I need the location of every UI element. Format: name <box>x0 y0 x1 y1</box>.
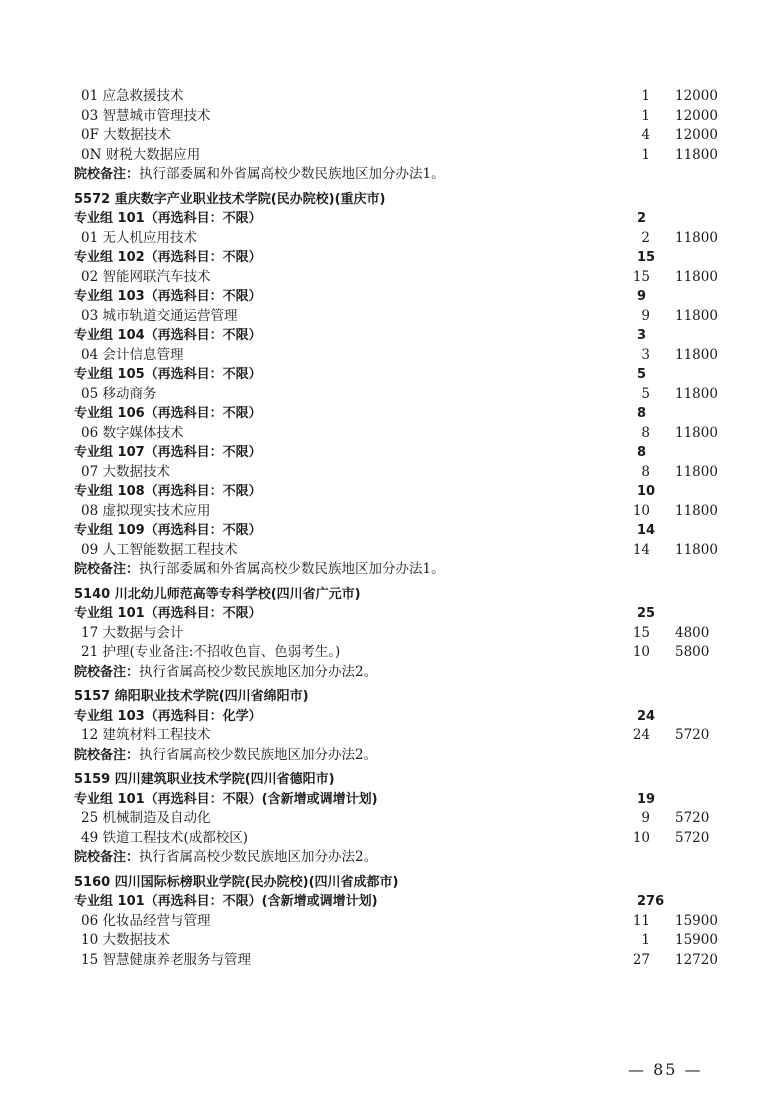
school-note-text: 执行省属高校少数民族地区加分办法2。 <box>139 746 378 763</box>
plan-count: 4 <box>641 127 650 143</box>
tuition-fee: 5720 <box>675 810 710 826</box>
school-name: 5157 绵阳职业技术学院(四川省绵阳市) <box>74 689 309 704</box>
major-group-title: 专业组 102（再选科目：不限） <box>74 250 262 265</box>
major-group-title: 专业组 101（再选科目：不限）(含新增或调增计划) <box>74 791 378 807</box>
major-name: 01 应急救援技术 <box>81 88 184 104</box>
major-group-title: 专业组 104（再选科目：不限） <box>74 328 262 343</box>
major-group-row <box>74 521 734 541</box>
group-plan-count: 9 <box>637 289 647 304</box>
major-group-title: 专业组 101（再选科目：不限） <box>74 211 262 226</box>
group-plan-count: 25 <box>637 606 656 621</box>
school-note <box>74 165 734 185</box>
major-name: 06 数字媒体技术 <box>81 424 184 441</box>
major-group-title: 专业组 101（再选科目：不限）(含新增或调增计划) <box>74 894 378 909</box>
tuition-fee: 15900 <box>675 912 718 929</box>
tuition-fee: 11800 <box>675 541 718 558</box>
major-name: 01 无人机应用技术 <box>81 229 197 246</box>
major-name: 12 建筑材料工程技术 <box>81 727 211 743</box>
admission-plan-list <box>74 87 734 970</box>
major-group-row <box>74 790 734 810</box>
plan-count: 10 <box>632 829 650 846</box>
major-row <box>74 146 734 166</box>
major-row <box>74 463 734 483</box>
tuition-fee: 5720 <box>675 727 710 743</box>
major-group-row <box>74 482 734 502</box>
school-header <box>74 585 734 605</box>
major-row <box>74 424 734 444</box>
plan-count: 8 <box>641 424 650 441</box>
group-plan-count: 276 <box>637 894 665 909</box>
major-group-title: 专业组 107（再选科目：不限） <box>74 445 262 460</box>
school-note <box>74 848 734 868</box>
plan-count: 8 <box>641 463 650 480</box>
major-row <box>74 726 734 746</box>
group-plan-count: 5 <box>637 367 647 382</box>
school-name: 5159 四川建筑职业技术学院(四川省德阳市) <box>74 772 335 787</box>
major-name: 10 大数据技术 <box>81 932 170 948</box>
school-note-label: 院校备注： <box>74 167 140 182</box>
major-group-title: 专业组 109（再选科目：不限） <box>74 523 262 538</box>
school-note-text: 执行部委属和外省属高校少数民族地区加分办法1。 <box>139 166 445 182</box>
major-group-title: 专业组 105（再选科目：不限） <box>74 367 262 382</box>
major-name: 03 城市轨道交通运营管理 <box>81 307 238 324</box>
plan-count: 15 <box>632 624 650 641</box>
tuition-fee: 15900 <box>675 932 718 948</box>
tuition-fee: 11800 <box>675 502 718 519</box>
school-note-label: 院校备注： <box>74 562 140 577</box>
school-note-text: 执行省属高校少数民族地区加分办法2。 <box>139 663 378 680</box>
major-row <box>74 809 734 829</box>
major-group-title: 专业组 103（再选科目：不限） <box>74 289 262 304</box>
plan-count: 15 <box>632 268 650 285</box>
plan-count: 2 <box>641 229 650 246</box>
group-plan-count: 10 <box>637 484 656 499</box>
major-row <box>74 346 734 366</box>
group-plan-count: 24 <box>637 708 656 724</box>
group-plan-count: 15 <box>637 250 656 265</box>
major-group-row <box>74 707 734 727</box>
major-group-title: 专业组 106（再选科目：不限） <box>74 406 262 421</box>
major-group-row <box>74 604 734 624</box>
group-plan-count: 3 <box>637 328 647 343</box>
school-note-label: 院校备注： <box>74 747 140 763</box>
school-header <box>74 687 734 707</box>
tuition-fee: 12720 <box>675 951 718 968</box>
major-group-row <box>74 248 734 268</box>
major-group-row <box>74 209 734 229</box>
major-row <box>74 385 734 405</box>
tuition-fee: 12000 <box>675 107 718 124</box>
school-note <box>74 560 734 580</box>
major-name: 21 护理(专业备注:不招收色盲、色弱考生。) <box>81 644 341 660</box>
major-name: 07 大数据技术 <box>81 463 170 480</box>
plan-count: 14 <box>632 541 650 558</box>
page-number: — 85 — <box>628 1060 703 1079</box>
major-row <box>74 502 734 522</box>
major-group-title: 专业组 101（再选科目：不限） <box>74 606 262 621</box>
plan-count: 24 <box>632 727 650 743</box>
group-plan-count: 14 <box>637 523 656 538</box>
major-row <box>74 541 734 561</box>
major-group-row <box>74 404 734 424</box>
plan-count: 9 <box>641 810 650 826</box>
plan-count: 3 <box>641 346 650 363</box>
major-name: 02 智能网联汽车技术 <box>81 268 211 285</box>
tuition-fee: 12000 <box>675 88 718 104</box>
school-note <box>74 663 734 683</box>
major-group-row <box>74 326 734 346</box>
school-header <box>74 873 734 893</box>
school-name: 5140 川北幼儿师范高等专科学校(四川省广元市) <box>74 586 361 602</box>
tuition-fee: 11800 <box>675 268 718 285</box>
tuition-fee: 11800 <box>675 307 718 324</box>
major-name: 15 智慧健康养老服务与管理 <box>81 951 251 968</box>
major-row <box>74 87 734 107</box>
major-group-title: 专业组 108（再选科目：不限） <box>74 484 262 499</box>
school-note-text: 执行部委属和外省属高校少数民族地区加分办法1。 <box>139 561 445 577</box>
major-name: 04 会计信息管理 <box>81 346 184 363</box>
plan-count: 1 <box>641 932 650 948</box>
group-plan-count: 19 <box>637 791 656 807</box>
tuition-fee: 11800 <box>675 424 718 441</box>
major-group-row <box>74 443 734 463</box>
major-row <box>74 829 734 849</box>
tuition-fee: 11800 <box>675 346 718 363</box>
major-name: 49 铁道工程技术(成都校区) <box>81 829 249 846</box>
major-name: 0N 财税大数据应用 <box>81 146 201 163</box>
school-note <box>74 746 734 766</box>
group-plan-count: 8 <box>637 445 647 460</box>
major-row <box>74 912 734 932</box>
major-group-row <box>74 365 734 385</box>
school-name: 5160 四川国际标榜职业学院(民办院校)(四川省成都市) <box>74 874 399 890</box>
tuition-fee: 11800 <box>675 385 718 402</box>
plan-count: 1 <box>641 107 650 124</box>
school-name: 5572 重庆数字产业职业技术学院(民办院校)(重庆市) <box>74 191 386 207</box>
school-header <box>74 770 734 790</box>
major-name: 17 大数据与会计 <box>81 624 184 641</box>
major-name: 09 人工智能数据工程技术 <box>81 541 238 558</box>
major-row <box>74 643 734 663</box>
tuition-fee: 5720 <box>675 829 710 846</box>
major-group-row <box>74 287 734 307</box>
plan-count: 1 <box>641 146 650 163</box>
tuition-fee: 11800 <box>675 146 718 163</box>
major-name: 0F 大数据技术 <box>81 127 171 143</box>
tuition-fee: 11800 <box>675 229 718 246</box>
tuition-fee: 4800 <box>675 624 710 641</box>
school-note-label: 院校备注： <box>74 664 140 680</box>
school-note-text: 执行省属高校少数民族地区加分办法2。 <box>139 849 378 865</box>
plan-count: 10 <box>632 502 650 519</box>
major-name: 25 机械制造及自动化 <box>81 810 211 826</box>
major-name: 08 虚拟现实技术应用 <box>81 502 211 519</box>
tuition-fee: 5800 <box>675 644 710 660</box>
major-name: 03 智慧城市管理技术 <box>81 107 211 124</box>
school-header <box>74 190 734 210</box>
major-row <box>74 268 734 288</box>
plan-count: 27 <box>632 951 650 968</box>
group-plan-count: 2 <box>637 211 647 226</box>
plan-count: 5 <box>641 385 650 402</box>
major-row <box>74 126 734 146</box>
major-row <box>74 931 734 951</box>
major-name: 06 化妆品经营与管理 <box>81 912 211 929</box>
major-group-title: 专业组 103（再选科目：化学） <box>74 708 262 724</box>
tuition-fee: 11800 <box>675 463 718 480</box>
major-name: 05 移动商务 <box>81 385 157 402</box>
tuition-fee: 12000 <box>675 127 718 143</box>
major-row <box>74 624 734 644</box>
plan-count: 9 <box>641 307 650 324</box>
major-row <box>74 229 734 249</box>
major-group-row <box>74 892 734 912</box>
plan-count: 1 <box>641 88 650 104</box>
major-row <box>74 307 734 327</box>
plan-count: 10 <box>632 644 650 660</box>
school-note-label: 院校备注： <box>74 850 140 865</box>
group-plan-count: 8 <box>637 406 647 421</box>
major-row <box>74 107 734 127</box>
major-row <box>74 951 734 971</box>
plan-count: 11 <box>632 912 650 929</box>
